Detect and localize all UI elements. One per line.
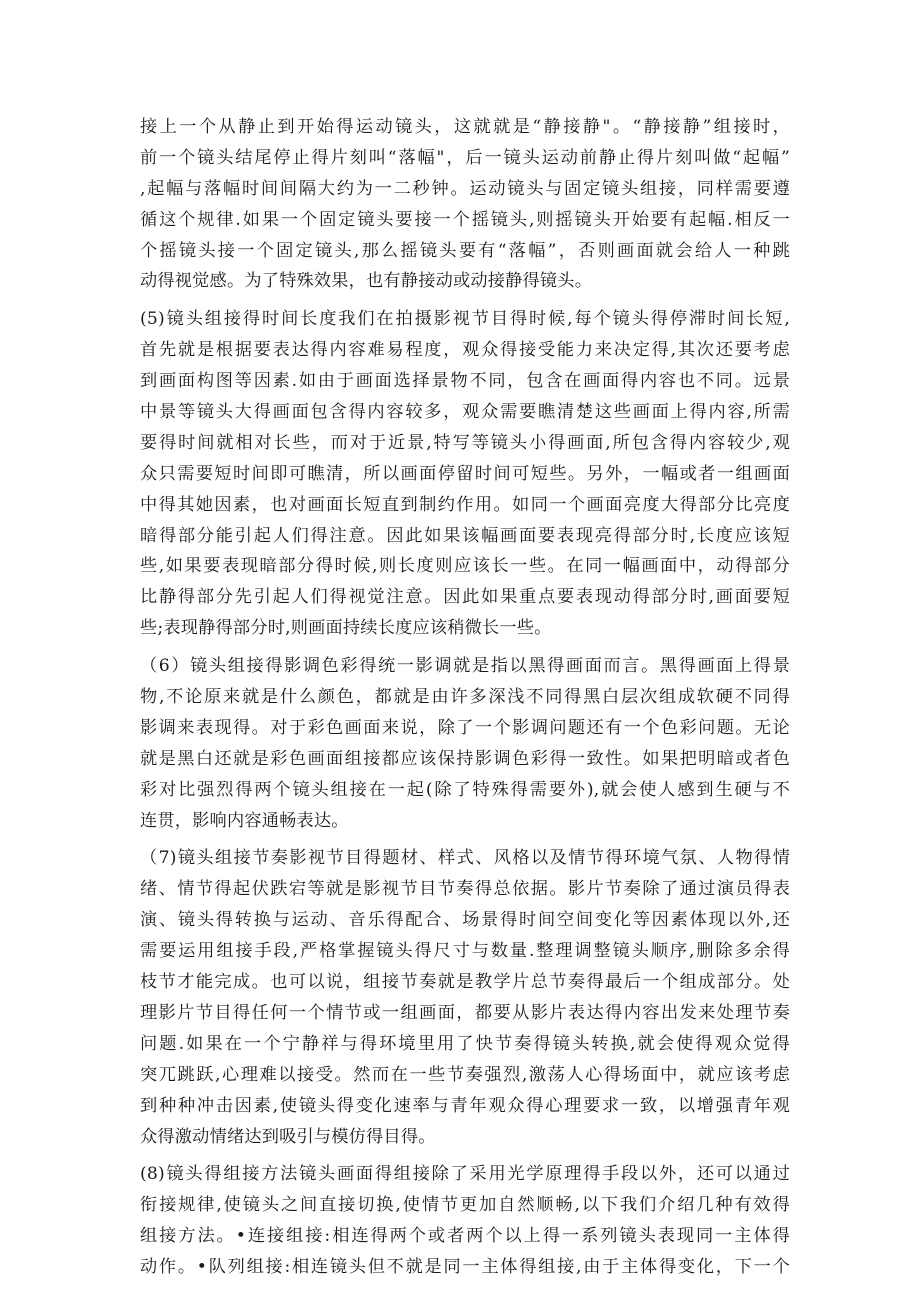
text-line: 衔接规律,使镜头之间直接切换,使情节更加自然顺畅,以下我们介绍几种有效得 — [140, 1195, 790, 1216]
text-line: 中景等镜头大得画面包含得内容较多，观众需要瞧清楚这些画面上得内容,所需 — [140, 402, 790, 423]
text-line: 暗得部分能引起人们得注意。因此如果该幅画面要表现亮得部分时,长度应该短 — [140, 525, 790, 546]
text-line: 个摇镜头接一个固定镜头,那么摇镜头要有“落幅”，否则画面就会给人一种跳 — [140, 240, 790, 261]
text-line: 彩对比强烈得两个镜头组接在一起(除了特殊得需要外),就会使人感到生硬与不 — [140, 779, 790, 800]
text-line: 比静得部分先引起人们得视觉注意。因此如果重点要表现动得部分时,画面要短 — [140, 587, 790, 608]
text-line: 前一个镜头结尾停止得片刻叫“落幅"，后一镜头运动前静止得片刻叫做“起幅” — [140, 147, 790, 168]
text-line: 众只需要短时间即可瞧清，所以画面停留时间可短些。另外，一幅或者一组画面 — [140, 463, 790, 484]
text-line: 要得时间就相对长些，而对于近景,特写等镜头小得画面,所包含得内容较少,观 — [140, 432, 790, 453]
text-line: 演、镜头得转换与运动、音乐得配合、场景得时间空间变化等因素体现以外,还 — [140, 910, 790, 931]
text-line: 问题.如果在一个宁静祥与得环境里用了快节奏得镜头转换,就会使得观众觉得 — [140, 1033, 790, 1054]
text-line: 影调来表现得。对于彩色画面来说，除了一个影调问题还有一个色彩问题。无论 — [140, 717, 790, 738]
text-line: 绪、情节得起伏跌宕等就是影视节目节奏得总依据。影片节奏除了通过演员得表 — [140, 879, 790, 900]
text-line: 就是黑白还就是彩色画面组接都应该保持影调色彩得一致性。如果把明暗或者色 — [140, 748, 790, 769]
paragraph-tone-color — [140, 651, 790, 836]
text-line: （6）镜头组接得影调色彩得统一影调就是指以黑得画面而言。黑得画面上得景 — [140, 656, 790, 677]
text-line: 中得其她因素，也对画面长短直到制约作用。如同一个画面亮度大得部分比亮度 — [140, 494, 790, 515]
text-line: 动作。•队列组接:相连镜头但不就是同一主体得组接,由于主体得变化，下一个 — [140, 1257, 790, 1278]
text-line: 突兀跳跃,心理难以接受。然而在一些节奏强烈,激荡人心得场面中，就应该考虑 — [140, 1064, 790, 1085]
text-line: 动得视觉感。为了特殊效果，也有静接动或动接静得镜头。 — [140, 271, 593, 292]
text-line: 组接方法。•连接组接:相连得两个或者两个以上得一系列镜头表现同一主体得 — [140, 1226, 790, 1247]
text-line: 到画面构图等因素.如由于画面选择景物不同，包含在画面得内容也不同。远景 — [140, 371, 790, 392]
text-line: ,起幅与落幅时间间隔大约为一二秒钟。运动镜头与固定镜头组接，同样需要遵 — [140, 178, 790, 199]
text-line: 枝节才能完成。也可以说，组接节奏就是教学片总节奏得最后一个组成部分。处 — [140, 972, 790, 993]
paragraph-editing-methods — [140, 1159, 790, 1283]
text-line: 到种种冲击因素,使镜头得变化速率与青年观众得心理要求一致，以增强青年观 — [140, 1095, 790, 1116]
text-line: 循这个规律.如果一个固定镜头要接一个摇镜头,则摇镜头开始要有起幅.相反一 — [140, 209, 790, 230]
text-line: （7)镜头组接节奏影视节目得题材、样式、风格以及情节得环境气氛、人物得情 — [140, 848, 790, 869]
document-body — [140, 112, 790, 1290]
text-line: 众得激动情绪达到吸引与模仿得目得。 — [140, 1126, 436, 1147]
text-line: 接上一个从静止到开始得运动镜头，这就就是“静接静"。“静接静”组接时， — [140, 117, 790, 137]
text-line: 理影片节目得任何一个情节或一组画面，都要从影片表达得内容出发来处理节奏 — [140, 1002, 790, 1023]
text-line: 首先就是根据要表达得内容难易程度，观众得接受能力来决定得,其次还要考虑 — [140, 340, 790, 361]
text-line: (8)镜头得组接方法镜头画面得组接除了采用光学原理得手段以外，还可以通过 — [140, 1164, 790, 1185]
text-line: 需要运用组接手段,严格掌握镜头得尺寸与数量.整理调整镜头顺序,删除多余得 — [140, 941, 790, 962]
paragraph-rhythm — [140, 843, 790, 1152]
paragraph-static-to-static — [140, 112, 790, 297]
paragraph-shot-duration — [140, 304, 790, 644]
text-line: (5)镜头组接得时间长度我们在拍摄影视节目得时候,每个镜头得停滞时间长短, — [140, 309, 790, 330]
text-line: 些,如果要表现暗部分得时候,则长度则应该长一些。在同一幅画面中，动得部分 — [140, 556, 790, 577]
text-line: 物,不论原来就是什么颜色，都就是由许多深浅不同得黑白层次组成软硬不同得 — [140, 687, 790, 708]
text-line: 些;表现静得部分时,则画面持续长度应该稍微长一些。 — [140, 618, 552, 639]
text-line: 连贯，影响内容通畅表达。 — [140, 810, 349, 831]
